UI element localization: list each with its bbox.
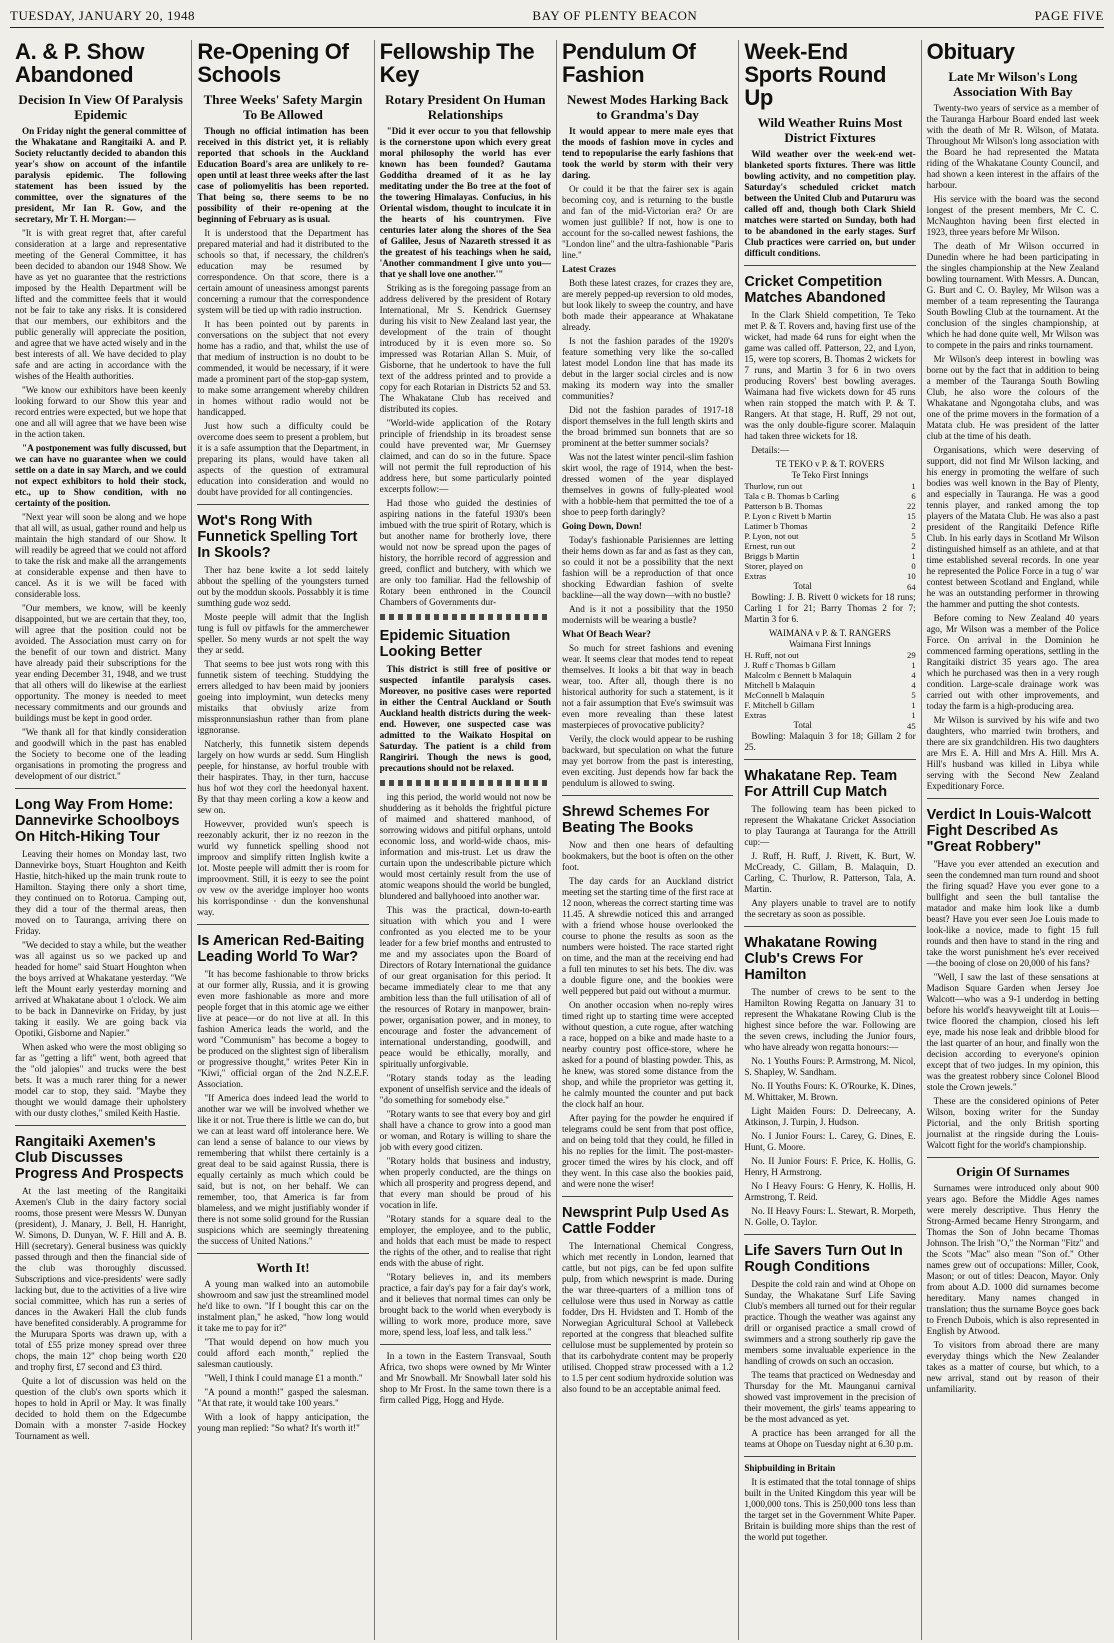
- divider: [562, 1196, 733, 1197]
- paragraph: No I Heavy Fours: G Henry, K. Hollis, H. Armstrong, T. Reid.: [744, 1181, 916, 1202]
- subhead: Late Mr Wilson's Long Association With Bay: [948, 69, 1078, 99]
- divider: [744, 1456, 915, 1457]
- crosshead: Latest Crazes: [561, 264, 616, 274]
- paragraph: The teams that practiced on Wednesday and Thursday for the Mt. Maunganui carnival showed vast improvement in the precision of their movement, the girls' teams appearing to be the most advanced as yet.: [744, 1370, 916, 1424]
- paragraph: "A postponement was fully discussed, but we can have no guarantee when we could settle on a date in say March, and we could not expect exhibitors to hold their stock, etc., up to Show condition, with no certainty of the position.: [15, 443, 187, 508]
- headline-life-savers: Life Savers Turn Out In Rough Conditions: [744, 1243, 903, 1275]
- batsman: P. Lyon c Rivett b Martin: [744, 511, 832, 521]
- paragraph: No. II Junior Fours: F. Price, K. Hollis, G. Henry, H Armstrong.: [744, 1156, 916, 1177]
- paragraph: Striking as is the foregoing passage from an address delivered by the president of Rotary International, Mr S. Kendrick Guernsey during his visit to New Zealand last year, the development of the train of thought introduced by it is even more so. So impressed was Rotarian Allan S. Muir, of Gisborne, that he undertook to have the full text of the address printed and to provide a copy for each Rotarian in Districts 52 and 53. The Whakatane Club has received and distributed its copies.: [379, 283, 551, 414]
- runs: 2: [911, 541, 916, 551]
- column-3: [375, 40, 557, 1640]
- divider: [744, 759, 915, 760]
- score-row: [744, 571, 915, 581]
- paragraph: And is it not a possibility that the 1950 modernists will be wearing a bustle?: [561, 604, 734, 625]
- batsman: Extras: [744, 710, 767, 720]
- runs: 1: [911, 700, 916, 710]
- divider: [197, 924, 368, 925]
- batsman: Briggs b Martin: [744, 551, 800, 561]
- paragraph: The day cards for an Auckland district meeting set the starting time of the first race at 12 noon, whereas the correct starting time was 11.45. A shrewdie noticed this and arranged with a friend whose house overlooked the course to phone the results as soon as the numbers were hoisted. The race started right on time, and the man at the receiving end had a full ten minutes to set his bets. The div. was a double figure one, and the bookies were well peppered but paid out without a murmur.: [561, 876, 734, 996]
- paragraph: In a town in the Eastern Transvaal, South Africa, two shops were owned by Mr Winter and Mr Snowball. Mr Snowball later sold his shop to Mr Frost. In the same town there is a firm called Pigg, Hogg and Hyde.: [379, 1351, 551, 1405]
- paragraph: "We know our exhibitors have been keenly looking forward to our Show this year and record entries were expected, but we hope that one and all will agree that we have been wise in the action taken.: [15, 385, 187, 439]
- batsman: Thurlow, run out: [744, 481, 803, 491]
- headline-shrewd-schemes: Shrewd Schemes For Beating The Books: [561, 804, 710, 836]
- score-row: [744, 501, 915, 511]
- score-row: [744, 551, 915, 561]
- subhead: Wild Weather Ruins Most District Fixtures: [757, 115, 903, 145]
- batsman: Storer, played on: [744, 561, 803, 571]
- scorecard-title: WAIMANA v P. & T. RANGERS: [769, 628, 891, 638]
- headline-spelling: Wot's Rong With Funnetick Spelling Tort In Skools?: [197, 513, 358, 561]
- headline-louis-walcott: Verdict In Louis-Walcott Fight Described As "Great Robbery": [926, 807, 1092, 855]
- paragraph: "It is with great regret that, after careful consideration at a large and representative meeting of the General Committee, it has been decided to abandon our 1948 Show. We have as yet no guarantee that the restrictions imposed by the Health Department will be lifted and the committee feels that it would not be fair to take any risks. It is considered that our members, our exhibitors and the public generally will appreciate the position, and agree that we have acted wisely and in the best interests of all. We have decided to play safe and are acting in accordance with the wishes of the Health authorities.: [15, 228, 187, 381]
- headline-axemen: Rangitaiki Axemen's Club Discusses Progress And Prospects: [15, 1134, 184, 1182]
- column-4: [557, 40, 739, 1640]
- paragraph: "We decided to stay a while, but the weather was all against us so we packed up and headed for home" said Stuart Houghton when the boys arrived at Whakatane yesterday. "We left the Mount early yesterday morning and arrived at Whakatane about 1 o'clock. We aim to be back in Dannevirke on Friday, by just taking it easily. We are going back via Opotiki, Gisborne and Napier.": [15, 940, 187, 1038]
- paragraph: "Did it ever occur to you that fellowship is the cornerstone upon which every great moral philosophy the world has ever known has been founded? Gautama Godditha dreamed of it as he lay meditating under the Bo tree at the foot of the towering Himalayas. Confucius, in his Oriental wisdom, thought to inculcate it in the hearts of his countrymen. Five centuries later along the shores of the Sea of Galilee, Jesus of Nazareth stressed it as the greatest of his teachings when he said, 'Another commandment I give unto you—that ye shall love one another.'": [379, 126, 551, 279]
- paragraph: Did not the fashion parades of 1917-18 disport themselves in the full length skirts and the broad brimmed sun bonnets that are so prominent at the better summer socials?: [561, 405, 734, 448]
- runs: 2: [911, 521, 916, 531]
- batsman: J. Ruff c Thomas b Gillam: [744, 660, 836, 670]
- headline-sports: Week-End Sports Round Up: [744, 40, 887, 110]
- divider: [15, 1125, 186, 1126]
- paragraph: ing this period, the world would not now be shuddering as it beholds the frightful picture of maimed and shattered manhood, of sorrowing widows and pitiful orphans, untold economic loss, and world-wide chaos, mis-information and mis-trust. Let us draw the curtain upon the undescribable picture which would most certainly result from the use of atomic weapons should the world be bungled, blundered and ballyhooed into another war.: [379, 792, 551, 901]
- total-label: Total: [793, 720, 812, 730]
- runs: 5: [911, 531, 916, 541]
- paragraph: His service with the board was the second longest of the present members, Mr C. C. McNaughton having been first elected in 1923, three years before Mr Wilson.: [926, 194, 1099, 237]
- batsman: Malcolm c Bennett b Malaquin: [744, 670, 852, 680]
- batsman: Latimer b Thomas: [744, 521, 808, 531]
- paragraph: "Our members, we know, will be keenly disappointed, but we are certain that they, too, will agree that the position could not be avoided. The Association must carry on for the benefit of our town and district. Many have already paid their subscriptions for the year ending December 31, 1948, and we trust that all others will do likewise at the earliest opportunity. The money is needed to meet necessary commitments and our grounds and buildings must be kept in good order.: [15, 603, 187, 723]
- paragraph: This was the practical, down-to-earth situation with which you and I were confronted as you elected me to be your leader for a few brief months and entrusted to me and my associates upon the Board of Directors of Rotary International the guidance of our great organisation for this period. It became immediately clear to me that any ambition less than the full utilisation of all of the resources of Rotary in manpower, brain-power, organisation power, and in money, to encourage and foster the advancement of international understanding, goodwill, and peace would be ethically, morally, and spiritually unforgivable.: [379, 905, 551, 1069]
- paragraph: No. II Heavy Fours: L. Stewart, R. Morpeth, N. Golle, O. Taylor.: [744, 1206, 916, 1227]
- paragraph: Mr Wilson is survived by his wife and two daughters, who married twin brothers, and there are six grandchildren. His two daughters are Mrs E. A. Hill and Mrs A. Hill. Mrs A. Hill's husband was killed in Libya while serving with the Second New Zealand Expeditionary Force.: [926, 715, 1099, 791]
- subhead: Three Weeks' Safety Margin To Be Allowed: [203, 92, 363, 122]
- paragraph: "Rotary stands today as the leading exponent of unselfish service and the ideals of "do something for somebody else.": [379, 1073, 551, 1105]
- crosshead: What Of Beach Wear?: [561, 629, 651, 639]
- paragraph: In the Clark Shield competition, Te Teko met P. & T. Rovers and, having first use of the wicket, had made 64 runs for eight when the game was called off. Patterson, 22, and Lyon, 15, were top scorers, B. Thomas 2 wickets for 7 runs, and Martin 3 for 6 in two overs producing Rovers' best bowling averages. Waimana had five wickets down for 45 runs when rain stopped the match with P. & T. Rangers. At that stage, H. Ruff, 29 not out, was the only double-figure scorer. Malaquin had taken three wickets for 18.: [744, 310, 916, 441]
- divider: [15, 788, 186, 789]
- paragraph: "Rotary believes in, and its members practice, a fair day's pay for a fair day's work, and it believes that normal times can only be brought back to the world when everybody is willing to work more, produce more, save more, spend less, loaf less, and talk less.": [379, 1272, 551, 1337]
- crosshead: Shipbuilding in Britain: [744, 1463, 836, 1473]
- paragraph: "Rotary stands for a square deal to the employer, the employee, and to the public, and holds that each must be made to respect the rights of the other, and to realise that right ends with the abuse of right.: [379, 1214, 551, 1268]
- score-row: [744, 541, 915, 551]
- headline-fellowship: Fellowship The Key: [379, 40, 535, 87]
- paragraph: Both these latest crazes, for crazes they are, are merely pepped-up reversion to old modes, but look likely to sweep the country, and have both made their appearance at Whakatane already.: [561, 278, 734, 332]
- paragraph: To visitors from abroad there are many everyday things which the New Zealander takes as a matter of course, but which, to a new arrival, stand out by reason of their unfamiliarity.: [926, 1340, 1099, 1394]
- scorecard-waimana: [744, 650, 915, 720]
- divider: [562, 795, 733, 796]
- divider: [744, 926, 915, 927]
- scorecard-title: TE TEKO v P. & T. ROVERS: [775, 459, 885, 469]
- scorecard-total: [744, 581, 915, 592]
- paragraph: Mr Wilson's deep interest in bowling was borne out by the fact that in addition to being a member of the Tauranga South Bowling Club, he also wore the colours of the Whakatane and Ngongotaha clubs, and was one of the prime movers in the formation of a Matata club. He was president of the latter club at the time of his death.: [926, 354, 1099, 441]
- headline-show-abandoned: A. & P. Show Abandoned: [15, 40, 145, 87]
- paragraph: "Well, I think I could manage £1 a month.": [204, 1373, 363, 1383]
- paragraph: Details:—: [751, 445, 790, 455]
- score-row: [744, 561, 915, 571]
- score-row: [744, 690, 915, 700]
- runs: 15: [907, 511, 916, 521]
- paragraph: Verily, the clock would appear to be rushing backward, but speculation on what the future may yet borrow from the past is interesting, even exciting. Just depends how far back the pendulum is allowed to swing.: [561, 734, 734, 788]
- paragraph: At the last meeting of the Rangitaiki Axemen's Club in the dairy factory social rooms, those present were Messrs W. Dunyan (president), J. Manary, J. Bell, H. Hanright, W. Simons, D. Dunyan, W. F. Hill and A. B. Hill (secretary). General business was quickly passed through and then the financial side of the club was thoroughly discussed. Subscriptions and vice-presidents' were sadly lacking but, due to the activities of a live wire social committee, which has run a series of dances in the Awakeri Hall the club funds have benefited considerably. A programme for the Murupara Sports was drawn up, with a total of £55 prize money spread over three chops, the main 12" chop being worth £20 and trophy first, £7 second and £3 third.: [15, 1186, 187, 1372]
- batsman: McConnell b Malaquin: [744, 690, 825, 700]
- column-6: [922, 40, 1104, 1640]
- paragraph: Just how such a difficulty could be overcome does seem to present a problem, but it is a safe assumption that the Department, in preparing its plans, would have taken all aspects of the question of extramural education into consideration and would no doubt have provided for all contingencies.: [197, 421, 369, 497]
- headline-fashion: Pendulum Of Fashion: [561, 40, 696, 87]
- paragraph: It would appear to mere male eyes that the moods of fashion move in cycles and tend to repopularise the early fashions that took the world by storm with their very daring.: [561, 126, 734, 180]
- headline-rowing: Whakatane Rowing Club's Crews For Hamilton: [744, 935, 878, 983]
- paragraph: Ther haz bene kwite a lot sedd laitely abbout the spelling of the youngsters turned out by the moddun skools. Possabbly it is time sumthing gude woz sedd.: [197, 565, 369, 608]
- paragraph: Natcherly, this funnetik sistem depends largely on how wurds ar sedd. Sum Hinglish peeple, for hinstanse, av horful trouble with their haspirates. Thay, in ther turn, haccuse hus hof wot they corl the heedonyal haxent. By that thay meen corling a kow a keow and sew on.: [197, 739, 369, 815]
- batsman: Ernest, run out: [744, 541, 796, 551]
- paragraph: No. 1 Youths Fours: P. Armstrong, M. Nicol, S. Shapley, W. Sandham.: [744, 1056, 916, 1077]
- runs: 5: [911, 690, 916, 700]
- paragraph: Despite the cold rain and wind at Ohope on Sunday, the Whakatane Surf Life Saving Club's members all turned out for their regular practice. Though the weather was against any drill or organised practice a small crowd of swimmers and a strong southerly rip gave the members some invaluable experience in the handling of crowds on such an occasion.: [744, 1279, 916, 1366]
- runs: 0: [911, 561, 916, 571]
- paragraph: On another occasion when no-reply wires timed right up to starting time were accepted without question, a cute rogue, after watching a race, hopped on a bike and made haste to a nearby country post office-store, where he asked for a pound of blasting powder. This, as he knew, was stored some distance from the shop, and while the proprietor was getting it, he calmly mounted the counter and put back the clock half an hour.: [561, 1000, 734, 1109]
- paragraph: "We thank all for that kindly consideration and goodwill which in the past has enabled the Society to become one of the leading organisations in promoting the progress and development of our district.": [15, 727, 187, 781]
- paragraph: Or could it be that the fairer sex is again becoming coy, and is returning to the bustle and fan of the mid-Victorian era? Or are women just gullible? If not, how is one to account for the so-called newest fashions, the "London line" and the ultra-fashionable "Paris line.": [561, 184, 734, 260]
- batsman: P. Lyon, not out: [744, 531, 799, 541]
- paragraph: That seems to bee just wots rong with this funnetik sistem of teeching. Studdying the errers alledged to hav been maid by jooniers goeing into imploymint, wun detecks meny mistaiks that obviusly arize from misspronnunsiashun rather than from plane iggnoranse.: [197, 659, 369, 735]
- paragraph: Is not the fashion parades of the 1920's feature something very like the so-called latest model London line that has made its debut in the larger social circles and is now making its modern way into the smaller communities?: [561, 336, 734, 401]
- divider: [380, 1344, 551, 1345]
- headline-surnames: Origin Of Surnames: [956, 1164, 1070, 1179]
- paragraph: Leaving their homes on Monday last, two Dannevirke boys, Stuart Houghton and Keith Hastie, hitch-hiked up the main trunk route to Hamilton. Staying there only a short time, they continued on to Rotorua. Camping out, they did a tour of the thermal areas, then moved on to Tauranga, arriving there on Friday.: [15, 849, 187, 936]
- batsman: Extras: [744, 571, 767, 581]
- runs: 1: [911, 481, 916, 491]
- paragraph: Had those who guided the destinies of aspiring nations in the fateful 1930's been imbued with the true spirit of Rotary, which is but another name for brotherly love, there would not now be spread upon the pages of history, the horrible record of aggression and greed, conflict and butchery, with which we are only too familiar. Had the fellowship of Rotary been enthroned in the Council Chambers of Governments dur-: [379, 498, 551, 607]
- masthead: [10, 8, 1104, 28]
- score-row: [744, 481, 915, 491]
- paragraph: No. II Youths Fours: K. O'Rourke, K. Dines, M. Whittaker, M. Brown.: [744, 1081, 916, 1102]
- paragraph: "Rotary wants to see that every boy and girl shall have a chance to grow into a good man or woman, and Rotary is willing to share the job with every good citizen.: [379, 1109, 551, 1152]
- runs: 4: [911, 680, 916, 690]
- paragraph: "If America does indeed lead the world to another war we will be involved whether we like it or not. True there is little we can do, but we can at least ward off intolerance here. We can lend a sense of balance to our views by remembering that whilst there certainly is a great deal to be said against Russia, there is equally certainly as much which could be said, but is not, on her behalf. We can remember, too, that America is far from blameless, and we might justifiably wonder if there is not some solid ground for the Russian suspicions which are seemingly threatening the success of United Nations.": [197, 1093, 369, 1246]
- paragraph: It is understood that the Department has prepared material and had it distributed to the schools so that, if necessary, the children's education may be resumed by correspondence. On that score, there is a certain amount of uneasiness amongst parents concerning a rumour that the correspondence system will be tied up with radio instruction.: [197, 228, 369, 315]
- subhead: Rotary President On Human Relationships: [385, 92, 546, 122]
- score-row: [744, 491, 915, 501]
- paragraph: Organisations, which were deserving of support, did not find Mr Wilson lacking, and his energy in promoting the welfare of such bodies was well known in the Bay of Plenty, and especially in Tauranga. He was a good tennis player, and ranked among the top players of the Matata Club. He was also a past president of the Rangitaiki Defence Rifle Club. In his early days in Scotland Mr Wilson distinguished himself as an athlete, and at that time established several records. In one year he represented the Police Force in a tug o' war contest between Scotland and England, while he was an outstanding performer in throwing the hammer and putting the shot contests.: [926, 445, 1099, 609]
- subhead: Newest Modes Harking Back to Grandma's Day: [566, 92, 729, 122]
- score-row: [744, 650, 915, 660]
- paragraph: "Well, I saw the last of these sensations at Madison Square Garden when Jersey Joe Walcott—who was a 9-1 underdog in betting before his world's heavyweight tilt at Louis—twice floored the champion, closed his left eye, made his nose leak and dribble blood for the last quarter of an hour, and finally won the decision according to everyone's opinion except that of two judges. In my opinion, this was the greatest robbery since Colonel Blood stole the Crown jewels.": [926, 972, 1099, 1092]
- paragraph: Now and then one hears of defaulting bookmakers, but the boot is often on the other foot.: [561, 840, 734, 872]
- score-row: [744, 511, 915, 521]
- total-value: 45: [907, 720, 916, 731]
- divider: [197, 1253, 368, 1254]
- divider: [927, 798, 1099, 799]
- total-label: Total: [793, 581, 812, 591]
- paragraph: It is estimated that the total tonnage of ships built in the United Kingdom this year will be 1,000,000 tons. This is 250,000 tons less than the target set in the Government White Paper. Britain is building more ships than the rest of the world put together.: [744, 1477, 916, 1542]
- runs: 22: [907, 501, 916, 511]
- scorecard-subtitle: Te Teko First Innings: [791, 470, 869, 480]
- paragraph: Surnames were introduced only about 900 years ago. Before the Middle Ages names were merely descriptive. Thus Henry the Strong-Armed became Henry Strongarm, and Thomas the Son of John became Thomas Johnson. The Irish "O," the Norman "Fitz" and the Scots "Mac" also mean "Son of." Other names grew out of occupations: Miller, Cook, Mason; or out of titles: Deacon, Mayor. Only from about A.D. 1000 did surnames become hereditary. Many names changed in translation; thus the surname Boyce goes back to French Dubois, which is also represented in English by Atwood.: [926, 1183, 1099, 1336]
- paragraph: Was not the latest winter pencil-slim fashion skirt wool, the rage of 1914, when the best-dressed women of the year displayed themselves in gowns of fully-pleated wool with a hobble-hem that permitted the toe of a shoe to peep forth daringly?: [561, 452, 734, 517]
- paragraph: Before coming to New Zealand 40 years ago, Mr Wilson was a member of the Police Force. On arrival in the Dominion he commenced farming operations, settling in the Rangitaiki district 35 years ago. The area which he purchased was then in a very rough condition. Large-scale drainage work was carried out with other improvements, and today the farm is a high-producing area.: [926, 613, 1099, 711]
- paragraph: Howevver, provided wun's speech is reezonably ackurit, ther iz no reezon in the wurld wy funnetick spelling shood not improov and simplify ritten Inglish kwite a lot. Moste peeple will admitt ther is room for improovment. Still, it is eezy to see the point ov vew ov the averidge imployer hoo wonts his korrispondinse · dun the konvenshunal way.: [197, 819, 369, 917]
- paragraph: "World-wide application of the Rotary principle of friendship in its broadest sense could have prevented war, Mr Guernsey claimed, and can do so in the future. Space will not permit the full reproduction of his address here, but some particularly pointed excerpts follow:—: [379, 418, 551, 494]
- paragraph: "Have you ever attended an execution and seen the condemned man turn round and shoot the firing squad? Have you ever gone to a bullfight and seen the bull tantalise the matador and make him look like a dumb beast? Have you ever seen Joe Louis made to look-like a novice, made to fight 15 full rounds and then have to stand in the ring and take the worst punishment he's ever received—the booing of close on 20,000 of his fans?: [926, 859, 1099, 968]
- paragraph: Light Maiden Fours: D. Delreecany, A. Atkinson, J. Turpin, J. Hudson.: [744, 1106, 916, 1127]
- runs: 29: [907, 650, 916, 660]
- paragraph: On Friday night the general committee of the Whakatane and Rangitaiki A. and P. Society reluctantly decided to abandon this year's show on account of the infantile paralysis epidemic. The following statement has been issued by the committee, over the signatures of the president, Mr Ian R. Gow, and the secretary, Mr T. H. Morgan:—: [15, 126, 187, 224]
- paragraph: Though no official intimation has been received in this district yet, it is reliably reported that schools in the Auckland Education Board's area are unlikely to re-open until at least three weeks after the last case of poliomyelitis has been reported. That being so, there seems to be no possibility of their re-opening at the beginning of February as is usual.: [197, 126, 369, 224]
- score-row: [744, 710, 915, 720]
- batsman: H. Ruff, not out: [744, 650, 799, 660]
- paper-name: BAY OF PLENTY BEACON: [532, 8, 698, 23]
- paragraph: Bowling: J. B. Rivett 0 wickets for 18 runs; Carling 1 for 21; Barry Thomas 2 for 7; Martin 3 for 6.: [744, 592, 916, 624]
- paragraph: It has been pointed out by parents in conversations on the subject that not every home has a radio, and that, whilst the use of that medium of instruction is no doubt to be commended, it would be necessary, if it were made a prominent part of the stop-gap system, to make some arrangement whereby children in homes without radio would not be handicapped.: [197, 319, 369, 417]
- runs: 1: [911, 660, 916, 670]
- runs: 6: [911, 491, 916, 501]
- paragraph: Today's fashionable Parisiennes are letting their hems down as far and as fast as they can, so could it not be a possibility that the next fashion will be a reproduction of that once shocking Edwardian fashion of svelte backline—all the way down—with no bustle?: [561, 535, 734, 600]
- columns: [10, 40, 1104, 1640]
- scorecard-subtitle: Waimana First Innings: [789, 639, 871, 649]
- total-value: 64: [907, 581, 916, 592]
- paragraph: The International Chemical Congress, which met recently in London, learned that cattle, but not pigs, can be fed upon sulfite pulp, from which newsprint is made. During the war three-quarters of a million tons of cellulose were thus used in Norway as cattle fodder, Drs H. Hvidsten and T. Homb of the Norwegian Agricultural School at Vallebeck reported at the congress that bleached sulfite cellulose must be supplemented by protein so that its carbohydrate content may be properly utilised. Chopped straw processed with a 1.2 to 1.5 per cent sodium hydroxide solution was also found to be an acceptable animal feed.: [561, 1241, 734, 1394]
- scorecard-te-teko: [744, 481, 915, 581]
- issue-date: TUESDAY, JANUARY 20, 1948: [10, 8, 196, 23]
- batsman: Tala c B. Thomas b Carling: [744, 491, 840, 501]
- runs: 1: [911, 710, 916, 720]
- score-row: [744, 521, 915, 531]
- paragraph: A practice has been arranged for all the teams at Ohope on Tuesday night at 6.30 p.m.: [744, 1428, 916, 1449]
- subhead: Decision In View Of Paralysis Epidemic: [18, 92, 183, 122]
- score-row: [744, 680, 915, 690]
- headline-newsprint: Newsprint Pulp Used As Cattle Fodder: [561, 1205, 730, 1237]
- score-row: [744, 531, 915, 541]
- headline-rep-team: Whakatane Rep. Team For Attrill Cup Match: [744, 768, 898, 800]
- divider: [744, 1234, 915, 1235]
- runs: 1: [911, 551, 916, 561]
- paragraph: No. I Junior Fours: L. Carey, G. Dines, E. Hunt, G. Moore.: [744, 1131, 916, 1152]
- page-number: PAGE FIVE: [1034, 8, 1104, 23]
- column-1: [10, 40, 192, 1640]
- paragraph: So much for street fashions and evening wear. It seems clear that modes tend to repeat themselves. It looks a bit that way in beach wear, too. After all, though there is no historical authority for such a statement, is it not a fair assumption that Eve's swimsuit was even more revealing than these latest masterpieces of provocative publicity?: [561, 643, 734, 730]
- headline-hitch-hiking: Long Way From Home: Dannevirke Schoolboys On Hitch-Hiking Tour: [15, 797, 180, 845]
- divider: [927, 1157, 1099, 1158]
- headline-cricket: Cricket Competition Matches Abandoned: [744, 274, 886, 306]
- column-2: [192, 40, 374, 1640]
- batsman: Patterson b B. Thomas: [744, 501, 823, 511]
- paragraph: Bowling: Malaquin 3 for 18; Gillam 2 for 25.: [744, 731, 916, 752]
- column-5: [739, 40, 921, 1640]
- batsman: Mitchell b Malaquin: [744, 680, 815, 690]
- runs: 4: [911, 670, 916, 680]
- headline-epidemic: Epidemic Situation Looking Better: [379, 628, 511, 660]
- paragraph: The following team has been picked to represent the Whakatane Cricket Association to play Tauranga at Tauranga for the Attrill cup:—: [744, 804, 916, 847]
- headline-schools: Re-Opening Of Schools: [197, 40, 349, 87]
- divider: [197, 504, 368, 505]
- paragraph: With a look of happy anticipation, the young man replied: "So what? It's worth it!": [197, 1412, 369, 1433]
- score-row: [744, 660, 915, 670]
- runs: 10: [907, 571, 916, 581]
- paragraph: When asked who were the most obliging so far as "getting a lift" went, both agreed that the "old jalopies" and trucks were the best bets. It was a much rarer thing for a newer model car to stop, they said. "Maybe they thought we would damage their upholstery with our dusty clothes," smiled Keith Hastie.: [15, 1042, 187, 1118]
- paragraph: Twenty-two years of service as a member of the Tauranga Harbour Board ended last week with the death of Mr R. Wilson, of Matata. Throughout Mr Wilson's long association with the Board he had represented the Matata riding of the Whakatane County Council, and had shown a keen interest in the affairs of the harbour.: [926, 103, 1099, 190]
- paragraph: This district is still free of positive or suspected infantile paralysis cases. Moreover, no positive cases were reported in either the Central Auckland or South Auckland health districts during the week-end. However, one suspected case was admitted to the Waikato Hospital on Saturday. The patient is a child from Rangiriri. Though the news is good, precautions should not be relaxed.: [379, 664, 551, 773]
- ornamental-rule: [380, 614, 551, 620]
- paragraph: Wild weather over the week-end wet-blanketed sports fixtures. There was little bowling activity, and no competition play. Saturday's scheduled cricket match between the United Club and Putaruru was called off and, though both Clark Shield matches were started on Sunday, both had to be abandoned in the early stages. Surf Club practices were carried on, but under difficult conditions.: [744, 149, 916, 258]
- paragraph: "Rotary holds that business and industry, when properly conducted, are the things on which all prosperity and progress depend, and that every man should be proud of his vocation in life.: [379, 1156, 551, 1210]
- paragraph: The number of crews to be sent to the Hamilton Rowing Regatta on January 31 to represent the Whakatane Rowing Club is the highest since before the war. Following are the seven crews, including the Junior fours, who have already won regatta honours:—: [744, 987, 916, 1052]
- crosshead: Going Down, Down!: [561, 521, 642, 531]
- paragraph: "It has become fashionable to throw bricks at our former ally, Russia, and it is growing even more fashionable as more and more people forget that in this atomic age we either live at peace—or do not live at all. In this fashion America leads the world, and the word "Communism" has become a bogey to be produced on the slightest sign of liberalism or progressive thought," writes Peter Kin in "Kiwi," official organ of the 2nd N.Z.E.F. Association.: [197, 969, 369, 1089]
- paragraph: After paying for the powder he enquired if telegrams could be sent from that post office, and on being told that they could, he filled in his no replies for the limit. The post-master-grocer timed the wires by his clock, and off they went. In this case also the bookies paid, and were none the wiser!: [561, 1113, 734, 1189]
- ornamental-rule: [380, 780, 551, 786]
- headline-red-baiting: Is American Red-Baiting Leading World To War?: [197, 933, 365, 965]
- paragraph: These are the considered opinions of Peter Wilson, boxing writer for the Sunday Pictorial, and the only British sporting journalist at the ringside during the Louis-Walcott fight for the world's championship.: [926, 1096, 1099, 1150]
- paragraph: The death of Mr Wilson occurred in Dunedin where he had been participating in the singles championship at the New Zealand bowling tournament. With Messrs. A. Duncan, G. Burt and C. O. Bayley, Mr Wilson was a member of a team representing the Tauranga South Bowling Club at the tournament. At the conclusion of the singles championship, at which he had done quite well, Mr Wilson was to compete in the pairs and rinks tournament.: [926, 241, 1099, 350]
- paragraph: Moste peeple will admit that the Inglish tung is full ov pitfawls for the ammerchewer speller. So meny wurds ar not spelt the way they ar sedd.: [197, 612, 369, 655]
- paragraph: "Next year will soon be along and we hope that all will, as usual, gather round and help us maintain the high standard of our Show. It will readily be agreed that we could not afford to take the risk and make all the arrangements at considerable expense and then have to cancel. As it is we will be faced with considerable loss.: [15, 512, 187, 599]
- paragraph: "A pound a month!" gasped the salesman. "At that rate, it would take 100 years.": [197, 1387, 369, 1408]
- paragraph: Quite a lot of discussion was held on the question of the club's own sports which it hopes to hold in April or May. It was finally decided to hold them on the Edgecumbe Domain with a monster 7-aside Hockey Tournament as well.: [15, 1376, 187, 1441]
- paragraph: Any players unable to travel are to notify the secretary as soon as possible.: [744, 898, 916, 919]
- paragraph: A young man walked into an automobile showroom and saw just the streamlined model he'd like to own. "If I bought this car on the instalment plan," he asked, "how long would it take me to pay for it?": [197, 1279, 369, 1333]
- score-row: [744, 670, 915, 680]
- scorecard-total: [744, 720, 915, 731]
- paragraph: J. Ruff, H. Ruff, J. Rivett, K. Burt, W. McCready, C. Gillam, B. Malaquin, D. Carling, C. Thurlow, R. Patterson, Tala, A. Martin.: [744, 851, 916, 894]
- score-row: [744, 700, 915, 710]
- headline-obituary: Obituary: [926, 40, 1015, 64]
- paragraph: "That would depend on how much you could afford each month," replied the salesman cautiously.: [197, 1337, 369, 1369]
- headline-worth-it: Worth It!: [256, 1260, 310, 1275]
- batsman: F. Mitchell b Gillam: [744, 700, 815, 710]
- divider: [744, 265, 915, 266]
